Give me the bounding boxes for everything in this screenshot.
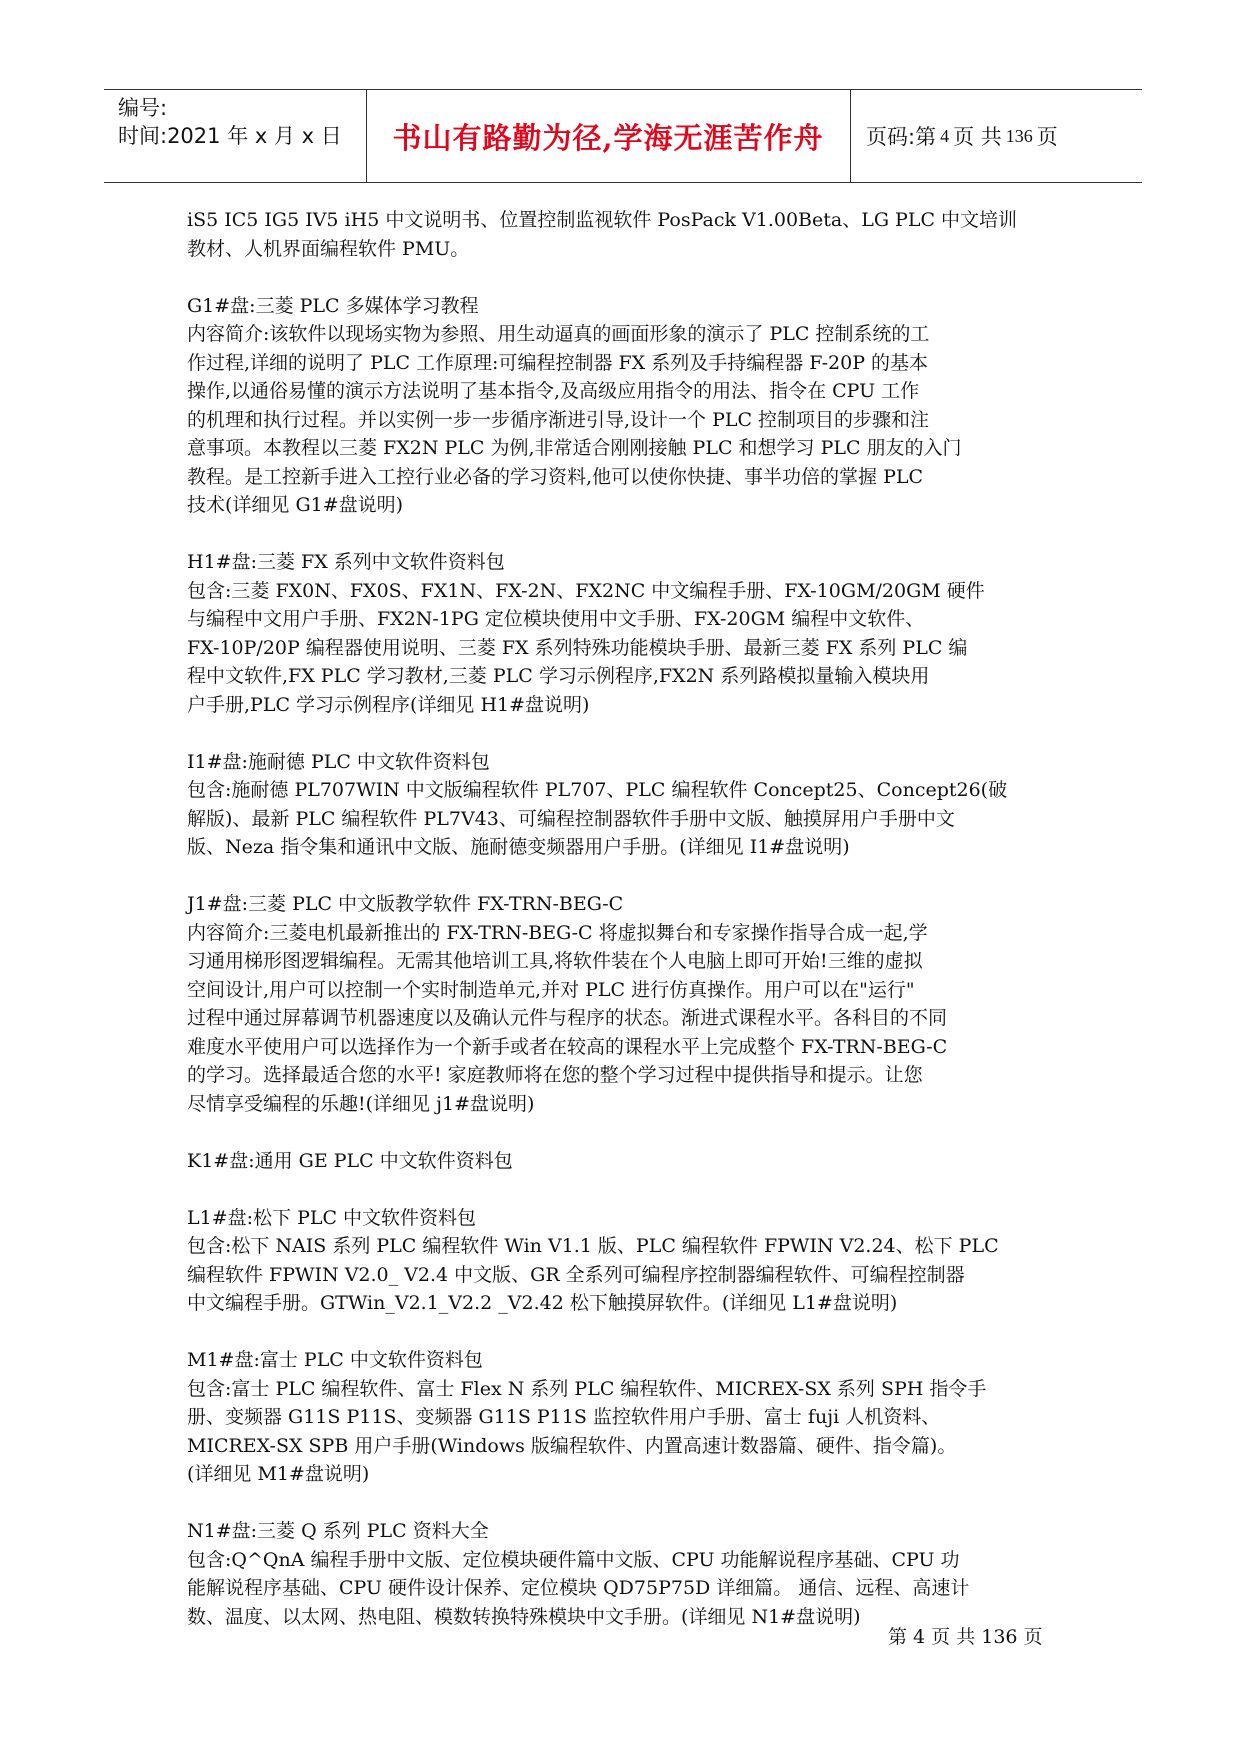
paragraph-gap <box>187 1489 1049 1518</box>
text-line: I1#盘:施耐德 PLC 中文软件资料包 <box>187 750 490 773</box>
text-line: (详细见 M1#盘说明) <box>187 1463 370 1485</box>
paragraph-gap <box>187 1118 1049 1147</box>
document-body <box>187 206 1049 1631</box>
document-header <box>104 89 1142 183</box>
text-line: MICREX-SX SPB 用户手册(Windows 版编程软件、内置高速计数器篇、硬件、指令篇)。 <box>187 1434 957 1457</box>
text-line: 意事项。本教程以三菱 FX2N PLC 为例,非常适合刚刚接触 PLC 和想学习 PLC 朋友的入门 <box>187 437 962 459</box>
page-footer: 第 4 页 共 136 页 <box>888 1626 1043 1648</box>
page-suffix: 页 <box>1036 125 1058 149</box>
text-line: J1#盘:三菱 PLC 中文版教学软件 FX-TRN-BEG-C <box>187 893 624 915</box>
text-line: K1#盘:通用 GE PLC 中文软件资料包 <box>187 1149 513 1172</box>
text-line: 包含:Q^QnA 编程手册中文版、定位模块硬件篇中文版、CPU 功能解说程序基础、CPU 功 <box>187 1548 960 1571</box>
text-line: 习通用梯形图逻辑编程。无需其他培训工具,将软件装在个人电脑上即可开始!三维的虚拟 <box>187 950 923 972</box>
text-line: 教程。是工控新手进入工控行业必备的学习资料,他可以使你快捷、事半功倍的掌握 PLC <box>187 465 924 488</box>
text-line: 教材、人机界面编程软件 PMU。 <box>187 237 470 260</box>
text-line: 包含:松下 NAIS 系列 PLC 编程软件 Win V1.1 版、PLC 编程软件 FPWIN V2.24、松下 PLC <box>187 1235 999 1257</box>
text-line: 的学习。选择最适合您的水平! 家庭教师将在您的整个学习过程中提供指导和提示。让您 <box>187 1064 923 1086</box>
text-line: 编程软件 FPWIN V2.0_ V2.4 中文版、GR 全系列可编程序控制器编程软件、可编程控制器 <box>187 1263 965 1286</box>
text-line: G1#盘:三菱 PLC 多媒体学习教程 <box>187 294 479 317</box>
text-line: 程中文软件,FX PLC 学习教材,三菱 PLC 学习示例程序,FX2N 系列路模拟量输入模块用 <box>187 665 930 687</box>
page-total: 136 <box>1005 125 1033 146</box>
text-line: 内容简介:该软件以现场实物为参照、用生动逼真的画面形象的演示了 PLC 控制系统的工 <box>187 323 930 345</box>
text-line: 版、Neza 指令集和通讯中文版、施耐德变频器用户手册。(详细见 I1#盘说明) <box>187 836 850 858</box>
text-line: 的机理和执行过程。并以实例一步一步循序渐进引导,设计一个 PLC 控制项目的步骤和注 <box>187 408 930 431</box>
header-motto: 书山有路勤为径,学海无涯苦作舟 <box>392 120 824 155</box>
text-line: 尽情享受编程的乐趣!(详细见 j1#盘说明) <box>187 1092 535 1115</box>
header-divider <box>850 90 851 182</box>
paragraph-gap <box>187 719 1049 748</box>
page-prefix: 页码:第 <box>866 125 937 149</box>
text-line: 中文编程手册。GTWin_V2.1_V2.2 _V2.42 松下触摸屏软件。(详细见 L1#盘说明) <box>187 1292 898 1314</box>
text-line: 难度水平使用户可以选择作为一个新手或者在较高的课程水平上完成整个 FX-TRN-BEG-C <box>187 1035 948 1058</box>
text-line: 作过程,详细的说明了 PLC 工作原理:可编程控制器 FX 系列及手持编程器 F-20P 的基本 <box>187 351 929 374</box>
text-line: 操作,以通俗易懂的演示方法说明了基本指令,及高级应用指令的用法、指令在 CPU 工作 <box>187 380 920 402</box>
text-line: 内容简介:三菱电机最新推出的 FX-TRN-BEG-C 将虚拟舞台和专家操作指导合成一起,学 <box>187 921 928 944</box>
header-time-label: 时间:2021 年 x 月 x 日 <box>118 124 342 148</box>
text-line: 能解说程序基础、CPU 硬件设计保养、定位模块 QD75P75D 详细篇。 通信、远程、高速计 <box>187 1577 970 1599</box>
text-line: FX-10P/20P 编程器使用说明、三菱 FX 系列特殊功能模块手册、最新三菱 FX 系列 PLC 编 <box>187 636 968 659</box>
text-line: 空间设计,用户可以控制一个实时制造单元,并对 PLC 进行仿真操作。用户可以在"运行" <box>187 978 915 1001</box>
text-line: iS5 IC5 IG5 IV5 iH5 中文说明书、位置控制监视软件 PosPack V1.00Beta、LG PLC 中文培训 <box>187 209 1018 231</box>
text-line: N1#盘:三菱 Q 系列 PLC 资料大全 <box>187 1520 489 1542</box>
text-line: 户手册,PLC 学习示例程序(详细见 H1#盘说明) <box>187 693 590 716</box>
text-line: 包含:施耐德 PL707WIN 中文版编程软件 PL707、PLC 编程软件 Concept25、Concept26(破 <box>187 779 1008 801</box>
text-line: 数、温度、以太网、热电阻、模数转换特殊模块中文手册。(详细见 N1#盘说明) <box>187 1605 861 1628</box>
text-line: 技术(详细见 G1#盘说明) <box>187 494 404 516</box>
paragraph-gap <box>187 862 1049 891</box>
text-line: 过程中通过屏幕调节机器速度以及确认元件与程序的状态。渐进式课程水平。各科目的不同 <box>187 1007 948 1029</box>
paragraph-gap <box>187 1175 1049 1204</box>
paragraph-gap <box>187 520 1049 549</box>
text-line: 解版)、最新 PLC 编程软件 PL7V43、可编程控制器软件手册中文版、触摸屏用户手册中文 <box>187 807 955 830</box>
header-number-label: 编号: <box>118 96 168 120</box>
header-meta <box>118 94 358 150</box>
page-mid: 页 共 <box>953 125 1002 149</box>
paragraph-gap <box>187 1318 1049 1347</box>
header-page-indicator <box>866 90 1058 182</box>
text-line: 包含:三菱 FX0N、FX0S、FX1N、FX-2N、FX2NC 中文编程手册、FX-10GM/20GM 硬件 <box>187 579 985 602</box>
text-line: L1#盘:松下 PLC 中文软件资料包 <box>187 1206 477 1229</box>
text-line: 与编程中文用户手册、FX2N-1PG 定位模块使用中文手册、FX-20GM 编程中文软件、 <box>187 608 925 630</box>
text-line: M1#盘:富士 PLC 中文软件资料包 <box>187 1349 483 1371</box>
text-line: H1#盘:三菱 FX 系列中文软件资料包 <box>187 551 505 573</box>
text-line: 册、变频器 G11S P11S、变频器 G11S P11S 监控软件用户手册、富士 fuji 人机资料、 <box>187 1406 941 1428</box>
text-line: 包含:富士 PLC 编程软件、富士 Flex N 系列 PLC 编程软件、MICREX-SX 系列 SPH 指令手 <box>187 1377 987 1400</box>
paragraph-gap <box>187 263 1049 292</box>
page-number: 4 <box>940 125 950 146</box>
